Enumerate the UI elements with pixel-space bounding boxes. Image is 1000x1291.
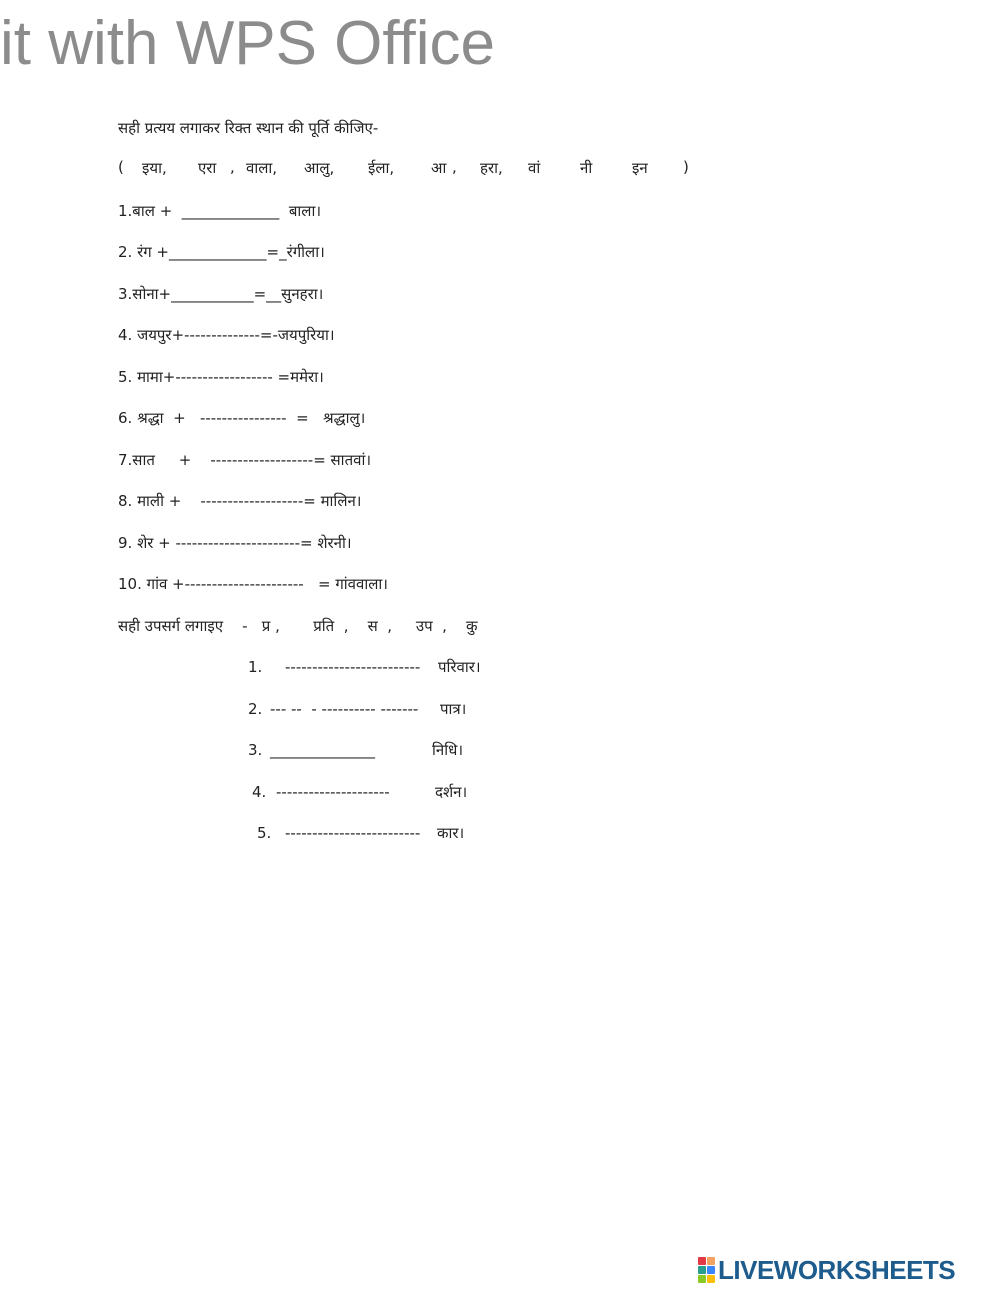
choice-item: हरा, [480, 159, 503, 177]
prefix-question-number: 4. [252, 783, 267, 801]
logo-square [707, 1257, 715, 1265]
suffix-question-10: 10. गांव +---------------------- = गांववाला। [118, 575, 388, 593]
prefix-question-number: 3. [248, 741, 263, 759]
prefix-question-blank[interactable]: ------------------------- [285, 658, 421, 676]
suffix-question-5: 5. मामा+------------------ =ममेरा। [118, 368, 324, 386]
suffix-question-7: 7.सात + -------------------= सातवां। [118, 451, 372, 469]
choice-item: इया, [142, 159, 167, 177]
prefix-question-number: 2. [248, 700, 263, 718]
choice-item: , [452, 158, 457, 176]
choice-item: वां [528, 159, 541, 177]
choice-item: एरा [198, 159, 217, 177]
logo-square [707, 1266, 715, 1274]
choice-item: इन [632, 159, 648, 177]
choices-open-paren: ( [118, 158, 124, 176]
logo-square [698, 1275, 706, 1283]
prefix-question-blank[interactable]: ------------------------- [285, 824, 421, 842]
liveworksheets-logo-icon [698, 1257, 715, 1283]
choice-item: आ [431, 159, 447, 177]
prefix-question-blank[interactable]: --- -- - ---------- ------- [270, 700, 419, 718]
suffix-question-4: 4. जयपुर+--------------=-जयपुरिया। [118, 326, 335, 344]
suffix-question-1: 1.बाल + _____________ बाला। [118, 202, 322, 220]
prefix-heading: सही उपसर्ग लगाइए - प्र , प्रति , स , उप , कु [118, 617, 478, 635]
prefix-question-word: दर्शन। [435, 783, 468, 801]
suffix-question-2: 2. रंग +_____________=_रंगीला। [118, 243, 325, 261]
prefix-question-blank[interactable]: --------------------- [276, 783, 390, 801]
prefix-question-number: 1. [248, 658, 263, 676]
choice-item: ईला, [368, 159, 395, 177]
suffix-question-8: 8. माली + -------------------= मालिन। [118, 492, 362, 510]
prefix-question-word: परिवार। [438, 658, 481, 676]
choices-close-paren: ) [683, 158, 689, 176]
prefix-question-word: निधि। [432, 741, 464, 759]
suffix-question-9: 9. शेर + -----------------------= शेरनी। [118, 534, 352, 552]
logo-square [698, 1266, 706, 1274]
choice-item: नी [580, 159, 593, 177]
prefix-question-blank[interactable]: ______________ [270, 741, 375, 759]
prefix-question-word: पात्र। [440, 700, 467, 718]
logo-square [707, 1275, 715, 1283]
liveworksheets-logo-text: LIVEWORKSHEETS [718, 1254, 956, 1285]
wps-watermark: it with WPS Office [0, 9, 495, 78]
choice-item: , [230, 158, 235, 176]
suffix-question-3: 3.सोना+___________=__सुनहरा। [118, 285, 324, 303]
suffix-choices [118, 158, 698, 180]
choice-item: आलु, [304, 159, 335, 177]
logo-square [698, 1257, 706, 1265]
liveworksheets-logo[interactable] [698, 1256, 955, 1284]
suffix-question-6: 6. श्रद्धा + ---------------- = श्रद्धालु। [118, 409, 366, 427]
prefix-question-word: कार। [437, 824, 465, 842]
prefix-question-number: 5. [257, 824, 272, 842]
suffix-heading: सही प्रत्यय लगाकर रिक्त स्थान की पूर्ति कीजिए- [118, 119, 379, 137]
choice-item: वाला, [246, 159, 278, 177]
